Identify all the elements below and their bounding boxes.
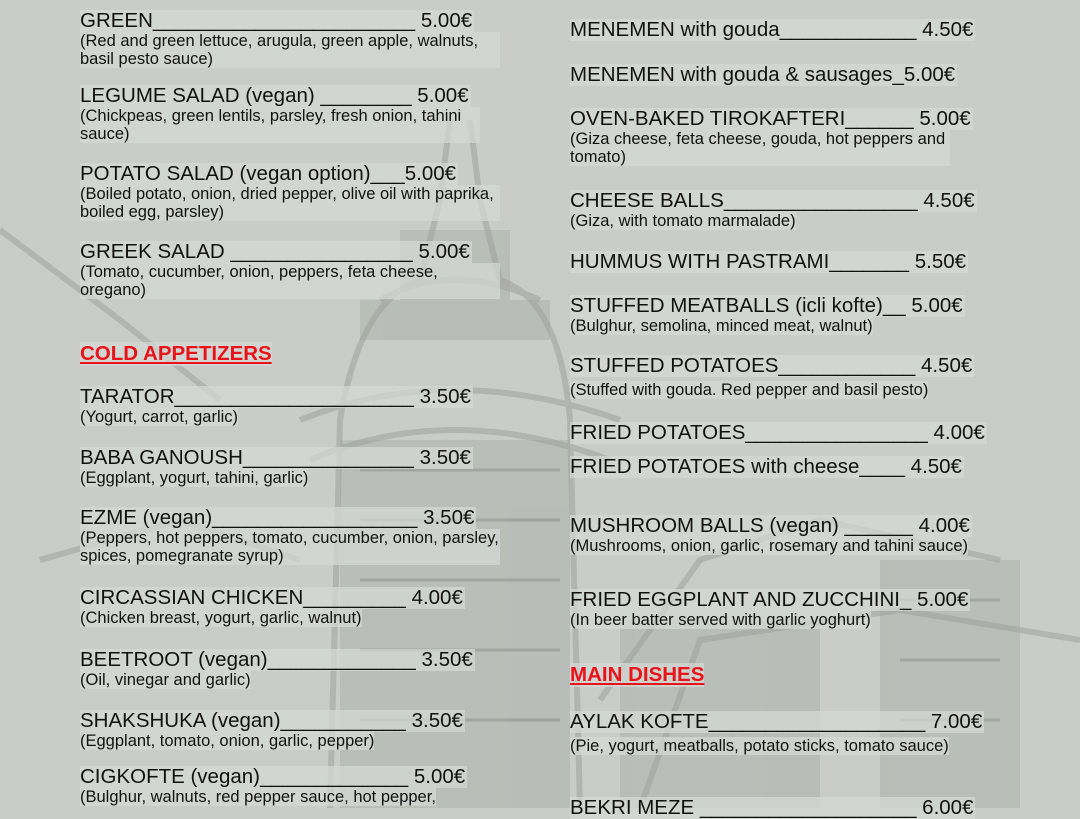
menu-item bbox=[570, 295, 1000, 336]
menu-item bbox=[80, 386, 500, 427]
item-description: (Chicken breast, yogurt, garlic, walnut) bbox=[80, 609, 362, 627]
item-description: (Pie, yogurt, meatballs, potato sticks, tomato sauce) bbox=[570, 737, 949, 755]
item-title: GREEK SALAD ________________ 5.00€ bbox=[80, 240, 470, 263]
menu-item bbox=[570, 797, 1000, 819]
item-title: FRIED POTATOES with cheese____ 4.50€ bbox=[570, 455, 962, 478]
menu-item bbox=[570, 456, 1000, 478]
item-title: OVEN-BAKED TIROKAFTERI______ 5.00€ bbox=[570, 107, 971, 130]
menu-item bbox=[80, 85, 480, 144]
menu-item bbox=[570, 515, 990, 556]
item-description: (Bulghur, semolina, minced meat, walnut) bbox=[570, 317, 873, 335]
menu-item bbox=[570, 107, 971, 167]
menu-item bbox=[80, 710, 500, 751]
menu-item bbox=[570, 190, 1000, 231]
item-title: MENEMEN with gouda____________ 4.50€ bbox=[570, 18, 974, 41]
item-description: (Peppers, hot peppers, tomato, cucumber, onion, parsley, spices, pomegranate syrup) bbox=[80, 529, 499, 565]
menu-item bbox=[80, 649, 500, 690]
item-title: BABA GANOUSH_______________ 3.50€ bbox=[80, 446, 471, 469]
item-description: (Eggplant, tomato, onion, garlic, pepper) bbox=[80, 732, 375, 750]
item-title: GREEN_______________________ 5.00€ bbox=[80, 9, 473, 32]
item-description: (In beer batter served with garlic yoghurt) bbox=[570, 611, 871, 629]
item-description: (Red and green lettuce, arugula, green apple, walnuts, basil pesto sauce) bbox=[80, 32, 500, 68]
item-title: FRIED POTATOES________________ 4.00€ bbox=[570, 421, 985, 444]
item-description: (Oil, vinegar and garlic) bbox=[80, 671, 251, 689]
menu-item bbox=[570, 422, 1000, 444]
menu-item bbox=[80, 163, 500, 222]
item-description: (Mushrooms, onion, garlic, rosemary and tahini sauce) bbox=[570, 537, 969, 555]
item-title: MENEMEN with gouda & sausages_5.00€ bbox=[570, 63, 956, 86]
item-title: BEETROOT (vegan)_____________ 3.50€ bbox=[80, 648, 473, 671]
menu-item bbox=[80, 10, 500, 69]
menu-item bbox=[570, 589, 1000, 630]
menu-item bbox=[570, 251, 1000, 273]
item-title: BEKRI MEZE ___________________ 6.00€ bbox=[570, 796, 974, 819]
item-description: (Eggplant, yogurt, tahini, garlic) bbox=[80, 469, 309, 487]
menu-item bbox=[80, 447, 500, 488]
menu-item bbox=[570, 19, 1000, 41]
menu-item bbox=[80, 587, 500, 628]
item-description: (Giza, with tomato marmalade) bbox=[570, 212, 796, 230]
item-title: TARATOR_____________________ 3.50€ bbox=[80, 385, 471, 408]
item-title: SHAKSHUKA (vegan)___________ 3.50€ bbox=[80, 709, 463, 732]
menu-item bbox=[80, 507, 500, 566]
item-title: LEGUME SALAD (vegan) ________ 5.00€ bbox=[80, 84, 469, 107]
item-title: CHEESE BALLS_________________ 4.50€ bbox=[570, 189, 975, 212]
item-description: (Boiled potato, onion, dried pepper, olive oil with paprika, boiled egg, parsley) bbox=[80, 185, 500, 221]
menu-item bbox=[570, 711, 990, 756]
item-description: (Tomato, cucumber, onion, peppers, feta cheese, oregano) bbox=[80, 263, 500, 299]
section-heading-main-dishes: MAIN DISHES bbox=[570, 663, 705, 686]
menu-item bbox=[80, 241, 500, 300]
item-description: (Chickpeas, green lentils, parsley, fresh onion, tahini sauce) bbox=[80, 107, 480, 143]
item-title: CIRCASSIAN CHICKEN_________ 4.00€ bbox=[80, 586, 463, 609]
item-title: FRIED EGGPLANT AND ZUCCHINI_ 5.00€ bbox=[570, 588, 969, 611]
item-title: POTATO SALAD (vegan option)___5.00€ bbox=[80, 162, 457, 185]
item-title: AYLAK KOFTE___________________ 7.00€ bbox=[570, 710, 983, 733]
menu-item bbox=[80, 766, 500, 807]
item-description: (Bulghur, walnuts, red pepper sauce, hot pepper, bbox=[80, 788, 436, 806]
item-description: (Giza cheese, feta cheese, gouda, hot peppers and tomato) bbox=[570, 130, 950, 166]
item-title: STUFFED POTATOES____________ 4.50€ bbox=[570, 354, 973, 377]
item-title: EZME (vegan)__________________ 3.50€ bbox=[80, 506, 475, 529]
item-title: HUMMUS WITH PASTRAMI_______ 5.50€ bbox=[570, 250, 967, 273]
menu-item bbox=[570, 64, 1000, 86]
item-title: STUFFED MEATBALLS (icli kofte)__ 5.00€ bbox=[570, 294, 963, 317]
item-description: (Yogurt, carrot, garlic) bbox=[80, 408, 239, 426]
item-title: CIGKOFTE (vegan)_____________ 5.00€ bbox=[80, 765, 466, 788]
item-title: MUSHROOM BALLS (vegan) ______ 4.00€ bbox=[570, 514, 970, 537]
menu-item bbox=[570, 355, 1000, 400]
item-description: (Stuffed with gouda. Red pepper and basil pesto) bbox=[570, 381, 929, 399]
section-heading-cold-appetizers: COLD APPETIZERS bbox=[80, 342, 272, 365]
